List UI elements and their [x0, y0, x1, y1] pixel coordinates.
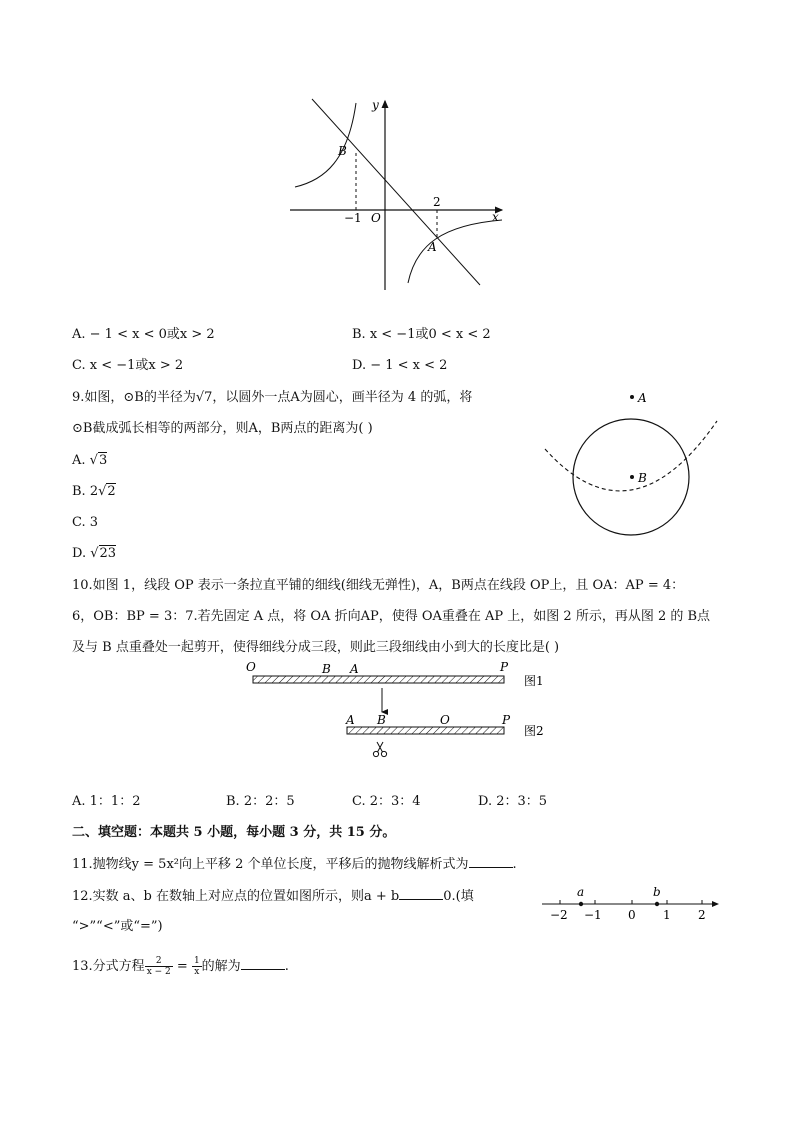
- fig1-label-o: O: [246, 660, 256, 674]
- fig1-segment: [253, 676, 504, 683]
- q9-option-d-prefix: D.: [72, 546, 87, 561]
- q12-answer-blank[interactable]: [399, 887, 443, 900]
- tick-two: 2: [433, 195, 441, 209]
- label-a: a: [577, 885, 585, 899]
- sqrt-sign: √: [98, 484, 107, 499]
- q8-option-b[interactable]: B. x < −1或0 < x < 2: [352, 327, 491, 342]
- hyperbola-right: [408, 220, 502, 283]
- fig1-caption: 图1: [524, 674, 544, 688]
- tick-label: 0: [628, 908, 636, 922]
- tick-label: −1: [584, 908, 602, 922]
- q10-option-b[interactable]: B. 2：2：5: [226, 794, 295, 809]
- origin-label: O: [371, 211, 381, 225]
- q8-option-d[interactable]: D. − 1 < x < 2: [352, 358, 448, 373]
- point-b-dot: [630, 475, 634, 479]
- q10-option-d[interactable]: D. 2：3：5: [478, 794, 548, 809]
- q8-graph: [280, 95, 510, 295]
- q8-option-a[interactable]: A. − 1 < x < 0或x > 2: [72, 327, 215, 342]
- fig1-label-a: A: [350, 662, 359, 676]
- q13-text: 13.分式方程: [72, 959, 145, 974]
- label-b: b: [653, 885, 661, 899]
- q9-line2: ⊙B截成弧长相等的两部分，则A，B两点的距离为( ): [72, 421, 373, 436]
- point-a-label: A: [428, 240, 437, 254]
- x-label: x: [492, 210, 499, 224]
- straight-line: [312, 99, 480, 285]
- y-label: y: [372, 98, 379, 112]
- equals-sign: =: [172, 959, 192, 974]
- q11: [72, 855, 517, 874]
- fig2-label-a: A: [346, 713, 355, 727]
- fig2-label-p: P: [502, 713, 511, 727]
- q10-line1: 10.如图 1，线段 OP 表示一条拉直平铺的细线(细线无弹性)，A，B两点在线段 OP上，且 OA：AP = 4：: [72, 578, 685, 593]
- fig2-segment: [347, 727, 504, 734]
- q9-option-b[interactable]: [72, 483, 116, 501]
- q10-line2: 6，OB：BP = 3：7.若先固定 A 点，将 OA 折向AP，使得 OA重叠在 AP 上，如图 2 所示，再从图 2 的 B点: [72, 609, 711, 624]
- point-a-dot: [630, 395, 634, 399]
- q11-text: 11.抛物线y = 5x²向上平移 2 个单位长度，平移后的抛物线解析式为: [72, 857, 469, 872]
- q9-option-a[interactable]: [72, 452, 107, 470]
- tick-label: 1: [663, 908, 671, 922]
- fraction-right: [192, 956, 202, 977]
- q13-answer-blank[interactable]: [241, 957, 285, 970]
- q10-option-c[interactable]: C. 2：3：4: [352, 794, 421, 809]
- q13-end: .: [284, 959, 289, 974]
- fig1-label-b: B: [322, 662, 331, 676]
- fraction-left-denominator: x − 2: [146, 967, 171, 977]
- q11-answer-blank[interactable]: [469, 855, 513, 868]
- fig-label-b: B: [638, 471, 647, 485]
- tick-label: 2: [698, 908, 706, 922]
- q12-text: 12.实数 a、b 在数轴上对应点的位置如图所示，则a + b: [72, 889, 400, 904]
- scissors-icon: [373, 742, 386, 757]
- q8-option-c[interactable]: C. x < −1或x > 2: [72, 358, 184, 373]
- q9-option-a-prefix: A.: [72, 453, 86, 468]
- fig2-label-b: B: [377, 713, 386, 727]
- tick-label: −2: [550, 908, 568, 922]
- hyperbola-left: [295, 103, 356, 187]
- fig2-caption: 图2: [524, 724, 544, 738]
- q12: [72, 887, 474, 906]
- q9-option-c[interactable]: C. 3: [72, 515, 99, 530]
- fraction-left: [145, 956, 173, 977]
- tick-neg-one: −1: [344, 211, 362, 225]
- q9-line1: 9.如图，⊙B的半径为√7，以圆外一点A为圆心，画半径为 4 的弧，将: [72, 390, 473, 405]
- fig1-label-p: P: [500, 660, 509, 674]
- fig-label-a: A: [638, 391, 647, 405]
- q12-line2: “>”“<”或“=”): [72, 919, 163, 934]
- q9-option-a-radicand: 3: [98, 453, 108, 468]
- q10-line3: 及与 B 点重叠处一起剪开，使得细线分成三段，则此三段细线由小到大的长度比是( ): [72, 640, 560, 655]
- q12-number-line: [538, 884, 724, 924]
- q9-option-d[interactable]: [72, 545, 116, 563]
- q11-end: .: [512, 857, 517, 872]
- section-heading: 二、填空题：本题共 5 小题，每小题 3 分，共 15 分。: [72, 825, 396, 840]
- q9-option-d-radicand: 23: [99, 546, 117, 561]
- q10-option-a[interactable]: A. 1：1：2: [72, 794, 141, 809]
- fraction-left-numerator: 2: [145, 956, 173, 967]
- point-a-dot: [579, 902, 583, 906]
- point-b-label: B: [338, 144, 347, 158]
- sqrt-sign: √: [89, 453, 98, 468]
- fraction-right-denominator: x: [194, 967, 200, 977]
- q10-figures: [240, 658, 560, 768]
- q9-option-b-radicand: 2: [107, 484, 116, 499]
- q13-text-after: 的解为: [201, 959, 241, 974]
- fraction-right-numerator: 1: [193, 956, 200, 966]
- q12-end: 0.(填: [443, 889, 474, 904]
- arc-dashed: [545, 421, 717, 491]
- q9-figure: [540, 385, 730, 550]
- point-b-dot: [655, 902, 659, 906]
- sqrt-sign: √: [90, 546, 99, 561]
- q9-option-b-prefix: B. 2: [72, 484, 99, 499]
- fig2-label-o: O: [440, 713, 450, 727]
- q13: [72, 956, 289, 977]
